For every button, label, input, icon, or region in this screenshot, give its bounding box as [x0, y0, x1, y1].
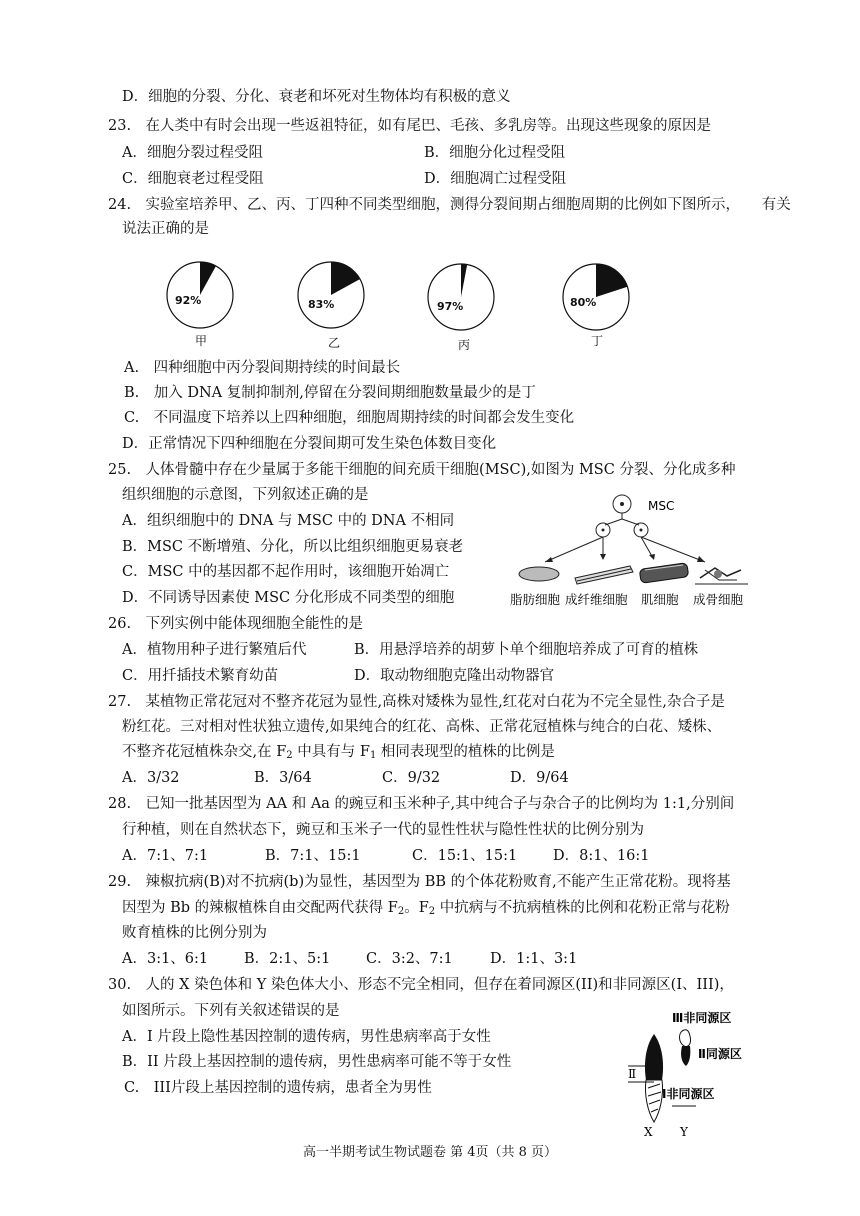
- q23-option-c: C．细胞衰老过程受阻: [122, 171, 264, 187]
- region-ii-mark: Ⅱ: [628, 1067, 637, 1081]
- q29-option-c: C．3:2、7:1: [366, 951, 453, 967]
- q23-option-b: B．细胞分化过程受阻: [424, 145, 566, 161]
- pie-name-jia: 甲: [195, 334, 208, 348]
- q28-option-c: C．15:1、15:1: [412, 848, 518, 864]
- fat-cell-icon: [519, 567, 559, 581]
- q27-stem-line2: 粉红花。三对相对性状独立遗传,如果纯合的红花、高株、正常花冠植株与纯合的白花、矮株、: [122, 719, 722, 735]
- q25-option-c: C．MSC 中的基因都不起作用时，该细胞开始凋亡: [122, 564, 450, 580]
- region-ii-homologous-label: Ⅱ同源区: [698, 1047, 742, 1061]
- pie-value-jia: 92%: [175, 294, 202, 307]
- pie-chart-bing: [426, 262, 496, 350]
- muscle-cell-icon: [639, 563, 688, 584]
- xy-diagram: [614, 1008, 764, 1138]
- pie-chart-yi: [296, 260, 366, 350]
- q22-option-d: D．细胞的分裂、分化、衰老和坏死对生物体均有积极的意义: [122, 89, 511, 105]
- y-chromosome-icon: [680, 1030, 691, 1066]
- msc-label: MSC: [648, 499, 675, 513]
- x-chromosome-icon: [645, 1034, 663, 1122]
- q28-stem-line1: 28. 已知一批基因型为 AA 和 Aa 的豌豆和玉米种子,其中纯合子与杂合子的比例均为 1:1,分别间: [108, 796, 735, 812]
- msc-differentiation-figure: [505, 492, 750, 612]
- pie-chart-ding: [561, 262, 631, 347]
- fat-cell-label: 脂肪细胞: [510, 592, 561, 607]
- pie-name-yi: 乙: [328, 336, 341, 350]
- q30-option-b: B．II 片段上基因控制的遗传病，男性患病率可能不等于女性: [122, 1054, 512, 1070]
- q29-stem-line3: 败育植株的比例分别为: [122, 925, 267, 941]
- q28-option-d: D．8:1、16:1: [553, 848, 650, 864]
- msc-diagram: [505, 492, 750, 612]
- q29-stem-line1: 29. 辣椒抗病(B)对不抗病(b)为显性，基因型为 BB 的个体花粉败育,不能产生正常花粉。现将基: [108, 874, 731, 890]
- q25-option-d: D．不同诱导因素使 MSC 分化形成不同类型的细胞: [122, 590, 455, 606]
- xy-chromosome-figure: [614, 1008, 764, 1138]
- pie-chart-jia: [165, 260, 235, 348]
- fibroblast-label: 成纤维细胞: [565, 592, 628, 607]
- q28-option-b: B．7:1、15:1: [265, 848, 361, 864]
- osteoblast-icon: [695, 568, 748, 584]
- q26-option-d: D．取动物细胞克隆出动物器官: [354, 668, 555, 684]
- q29-option-d: D．1:1、3:1: [490, 951, 578, 967]
- pie-value-bing: 97%: [437, 300, 464, 313]
- fibroblast-icon: [575, 566, 633, 584]
- q23-option-a: A．细胞分裂过程受阻: [122, 145, 263, 161]
- q23-stem: 23. 在人类中有时会出现一些返祖特征，如有尾巴、毛孩、多乳房等。出现这些现象的原因是: [108, 118, 712, 134]
- q25-stem-line2: 组织细胞的示意图，下列叙述正确的是: [122, 487, 369, 503]
- q27-option-c: C．9/32: [382, 770, 441, 786]
- pie-value-ding: 80%: [570, 296, 597, 309]
- q25-option-a: A．组织细胞中的 DNA 与 MSC 中的 DNA 不相同: [122, 513, 455, 529]
- q29-option-a: A．3:1、6:1: [122, 951, 209, 967]
- q28-option-a: A．7:1、7:1: [122, 848, 209, 864]
- q24-stem-line2: 说法正确的是: [122, 221, 209, 237]
- q30-option-c: C. III片段上基因控制的遗传病，患者全为男性: [124, 1080, 432, 1096]
- q26-option-c: C．用扦插技术繁育幼苗: [122, 668, 279, 684]
- q27-stem-line3: 不整齐花冠植株杂交,在 $F_2$ 中具有与 $F_1$ 相同表现型的植株的比例是: [122, 744, 555, 761]
- y-label: Y: [680, 1125, 688, 1138]
- pie-name-bing: 丙: [458, 338, 471, 352]
- q29-stem-line2: 因型为 Bb 的辣椒植株自由交配两代获得 $F_2$。$F_2$ 中抗病与不抗病植株的比例和花粉正常与花粉: [122, 900, 730, 917]
- q29-option-b: B．2:1、5:1: [244, 951, 331, 967]
- q24-stem-line1: 24. 实验室培养甲、乙、丙、丁四种不同类型细胞，测得分裂间期占细胞周期的比例如下图所示， 有关: [108, 197, 791, 213]
- q26-option-a: A．植物用种子进行繁殖后代: [122, 642, 307, 658]
- q24-option-d: D．正常情况下四种细胞在分裂间期可发生染色体数目变化: [122, 436, 497, 452]
- q27-option-b: B．3/64: [254, 770, 312, 786]
- q23-option-d: D．细胞凋亡过程受阻: [424, 171, 567, 187]
- q24-option-a: A. 四种细胞中丙分裂间期持续的时间最长: [124, 360, 401, 376]
- q27-option-a: A．3/32: [122, 770, 180, 786]
- osteoblast-label: 成骨细胞: [693, 592, 744, 607]
- pie-name-ding: 丁: [591, 334, 604, 348]
- region-i-label: Ⅰ非同源区: [662, 1087, 715, 1101]
- q30-option-a: A．I 片段上隐性基因控制的遗传病，男性患病率高于女性: [122, 1029, 491, 1045]
- q28-stem-line2: 行种植，则在自然状态下，豌豆和玉米子一代的显性性状与隐性性状的比例分别为: [122, 822, 644, 838]
- q25-option-b: B．MSC 不断增殖、分化，所以比组织细胞更易衰老: [122, 539, 464, 555]
- pie-value-yi: 83%: [308, 298, 335, 311]
- region-iii-label: Ⅲ非同源区: [672, 1011, 732, 1025]
- muscle-cell-label: 肌细胞: [641, 592, 679, 607]
- page-footer: 高一半期考试生物试题卷 第 4页（共 8 页）: [302, 1145, 558, 1160]
- q30-stem-line1: 30. 人的 X 染色体和 Y 染色体大小、形态不完全相同，但存在着同源区(II)和非同源区(I、III)，: [108, 977, 734, 993]
- q26-option-b: B．用悬浮培养的胡萝卜单个细胞培养成了可育的植株: [354, 642, 699, 658]
- q26-stem: 26. 下列实例中能体现细胞全能性的是: [108, 616, 364, 632]
- q27-option-d: D．9/64: [510, 770, 569, 786]
- q27-stem-line1: 27. 某植物正常花冠对不整齐花冠为显性,高株对矮株为显性,红花对白花为不完全显性,杂合子是: [108, 694, 725, 710]
- q30-stem-line2: 如图所示。下列有关叙述错误的是: [122, 1003, 340, 1019]
- q24-option-c: C. 不同温度下培养以上四种细胞，细胞周期持续的时间都会发生变化: [124, 410, 575, 426]
- x-label: X: [644, 1125, 653, 1138]
- q25-stem-line1: 25. 人体骨髓中存在少量属于多能干细胞的间充质干细胞(MSC),如图为 MSC 分裂、分化成多种: [108, 462, 736, 478]
- q24-option-b: B. 加入 DNA 复制抑制剂,停留在分裂间期细胞数量最少的是丁: [124, 385, 536, 401]
